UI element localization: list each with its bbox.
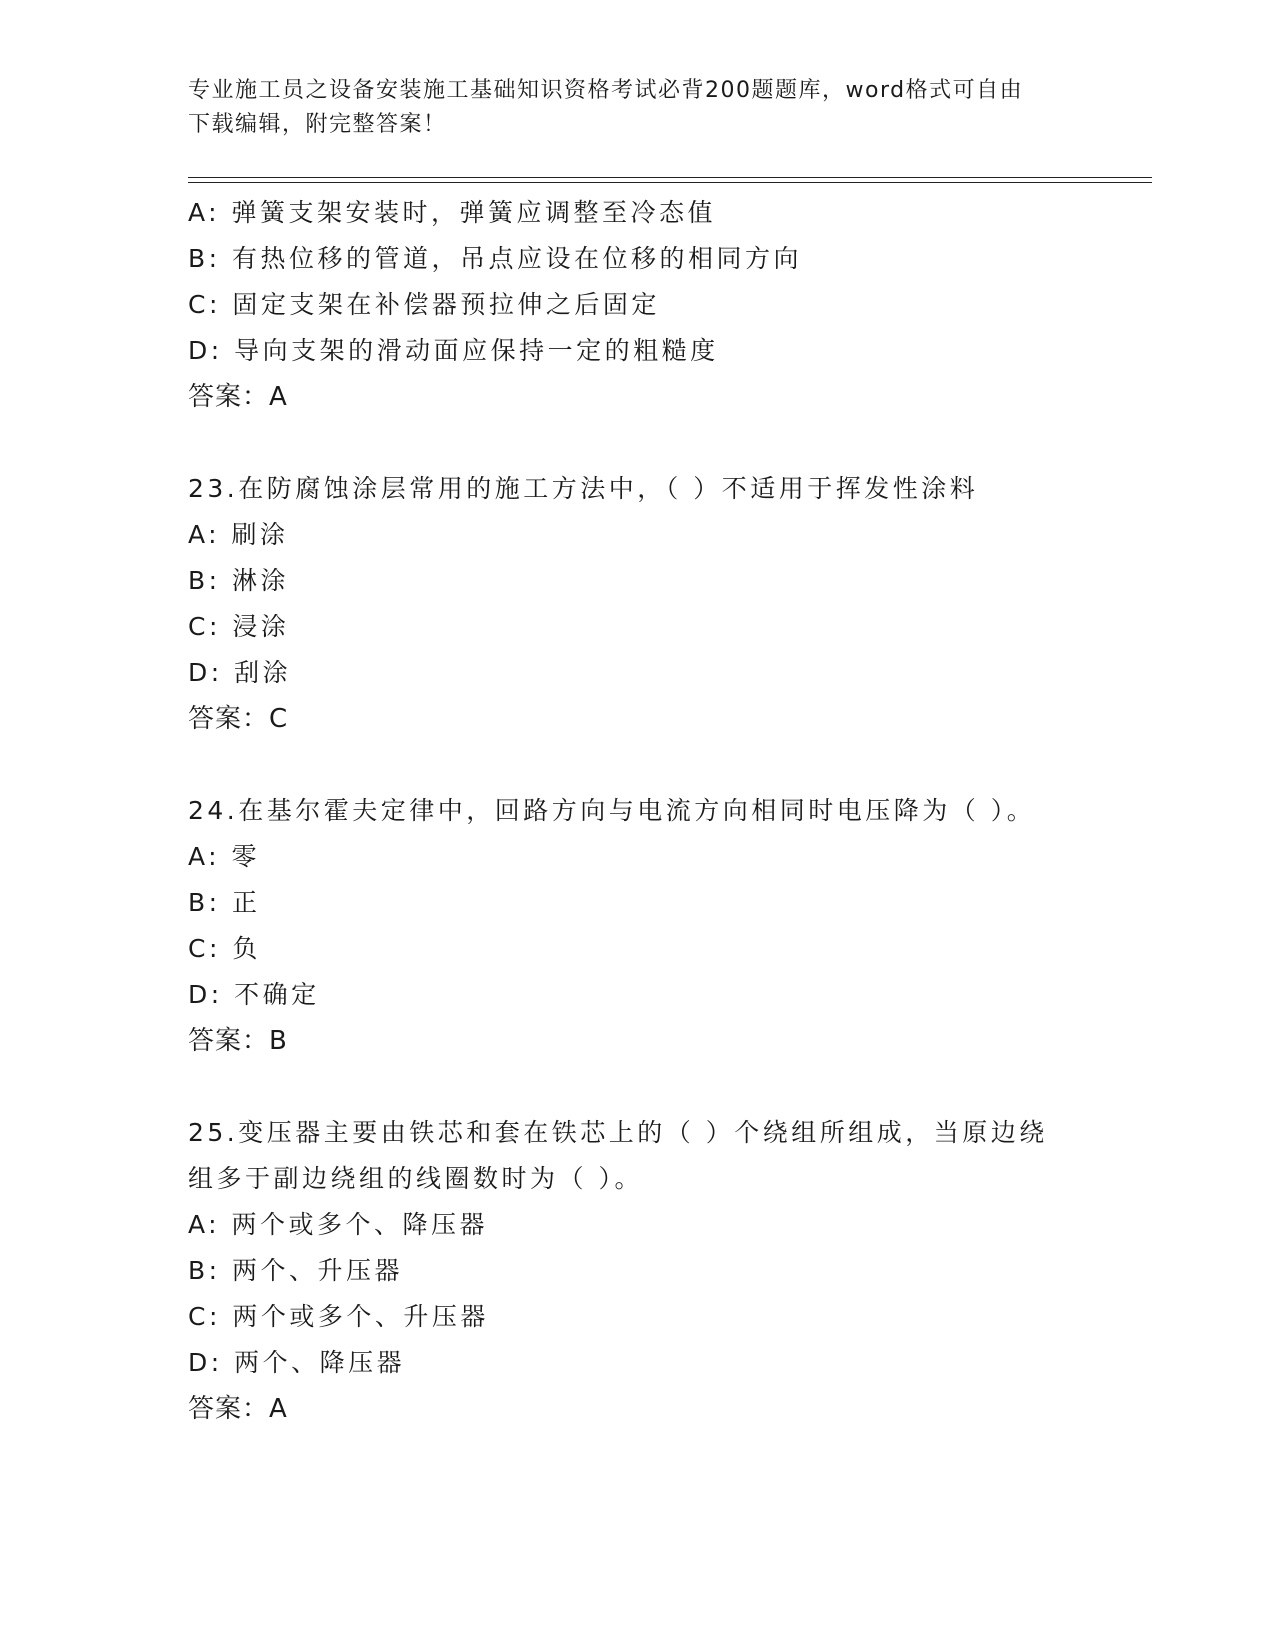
option-a: A: 零 — [188, 842, 261, 871]
option-b: B: 有热位移的管道，吊点应设在位移的相同方向 — [188, 244, 803, 273]
answer: 答案：A — [188, 1394, 288, 1424]
header-divider-bottom — [188, 182, 1152, 183]
question-text-line-2: 组多于副边绕组的线圈数时为（ ）。 — [188, 1164, 643, 1193]
option-b: B: 淋涂 — [188, 566, 290, 595]
header-divider-top — [188, 177, 1152, 178]
option-d: D: 不确定 — [188, 980, 320, 1009]
question-22 — [188, 190, 1088, 420]
question-25 — [188, 1110, 1088, 1432]
answer: 答案：C — [188, 704, 289, 734]
option-a: A: 弹簧支架安装时，弹簧应调整至冷态值 — [188, 198, 717, 227]
option-d: D: 导向支架的滑动面应保持一定的粗糙度 — [188, 336, 719, 365]
option-d: D: 两个、降压器 — [188, 1348, 406, 1377]
option-b: B: 两个、升压器 — [188, 1256, 404, 1285]
answer: 答案：B — [188, 1026, 288, 1056]
question-24 — [188, 788, 1088, 1064]
option-a: A: 两个或多个、降压器 — [188, 1210, 489, 1239]
question-list — [188, 190, 1088, 1478]
question-text-line-1: 25.变压器主要由铁芯和套在铁芯上的（ ）个绕组所组成，当原边绕 — [188, 1118, 1048, 1147]
header-line-1: 专业施工员之设备安装施工基础知识资格考试必背200题题库，word格式可自由 — [188, 78, 1024, 103]
option-c: C: 固定支架在补偿器预拉伸之后固定 — [188, 290, 660, 319]
option-c: C: 两个或多个、升压器 — [188, 1302, 489, 1331]
question-23 — [188, 466, 1088, 742]
option-c: C: 负 — [188, 934, 261, 963]
document-header — [188, 74, 1068, 142]
answer: 答案：A — [188, 382, 288, 412]
question-text: 23.在防腐蚀涂层常用的施工方法中，（ ）不适用于挥发性涂料 — [188, 474, 979, 503]
option-c: C: 浸涂 — [188, 612, 290, 641]
question-text: 24.在基尔霍夫定律中，回路方向与电流方向相同时电压降为（ ）。 — [188, 796, 1036, 825]
option-b: B: 正 — [188, 888, 261, 917]
option-d: D: 刮涂 — [188, 658, 292, 687]
option-a: A: 刷涂 — [188, 520, 289, 549]
header-line-2: 下载编辑，附完整答案！ — [188, 112, 447, 137]
